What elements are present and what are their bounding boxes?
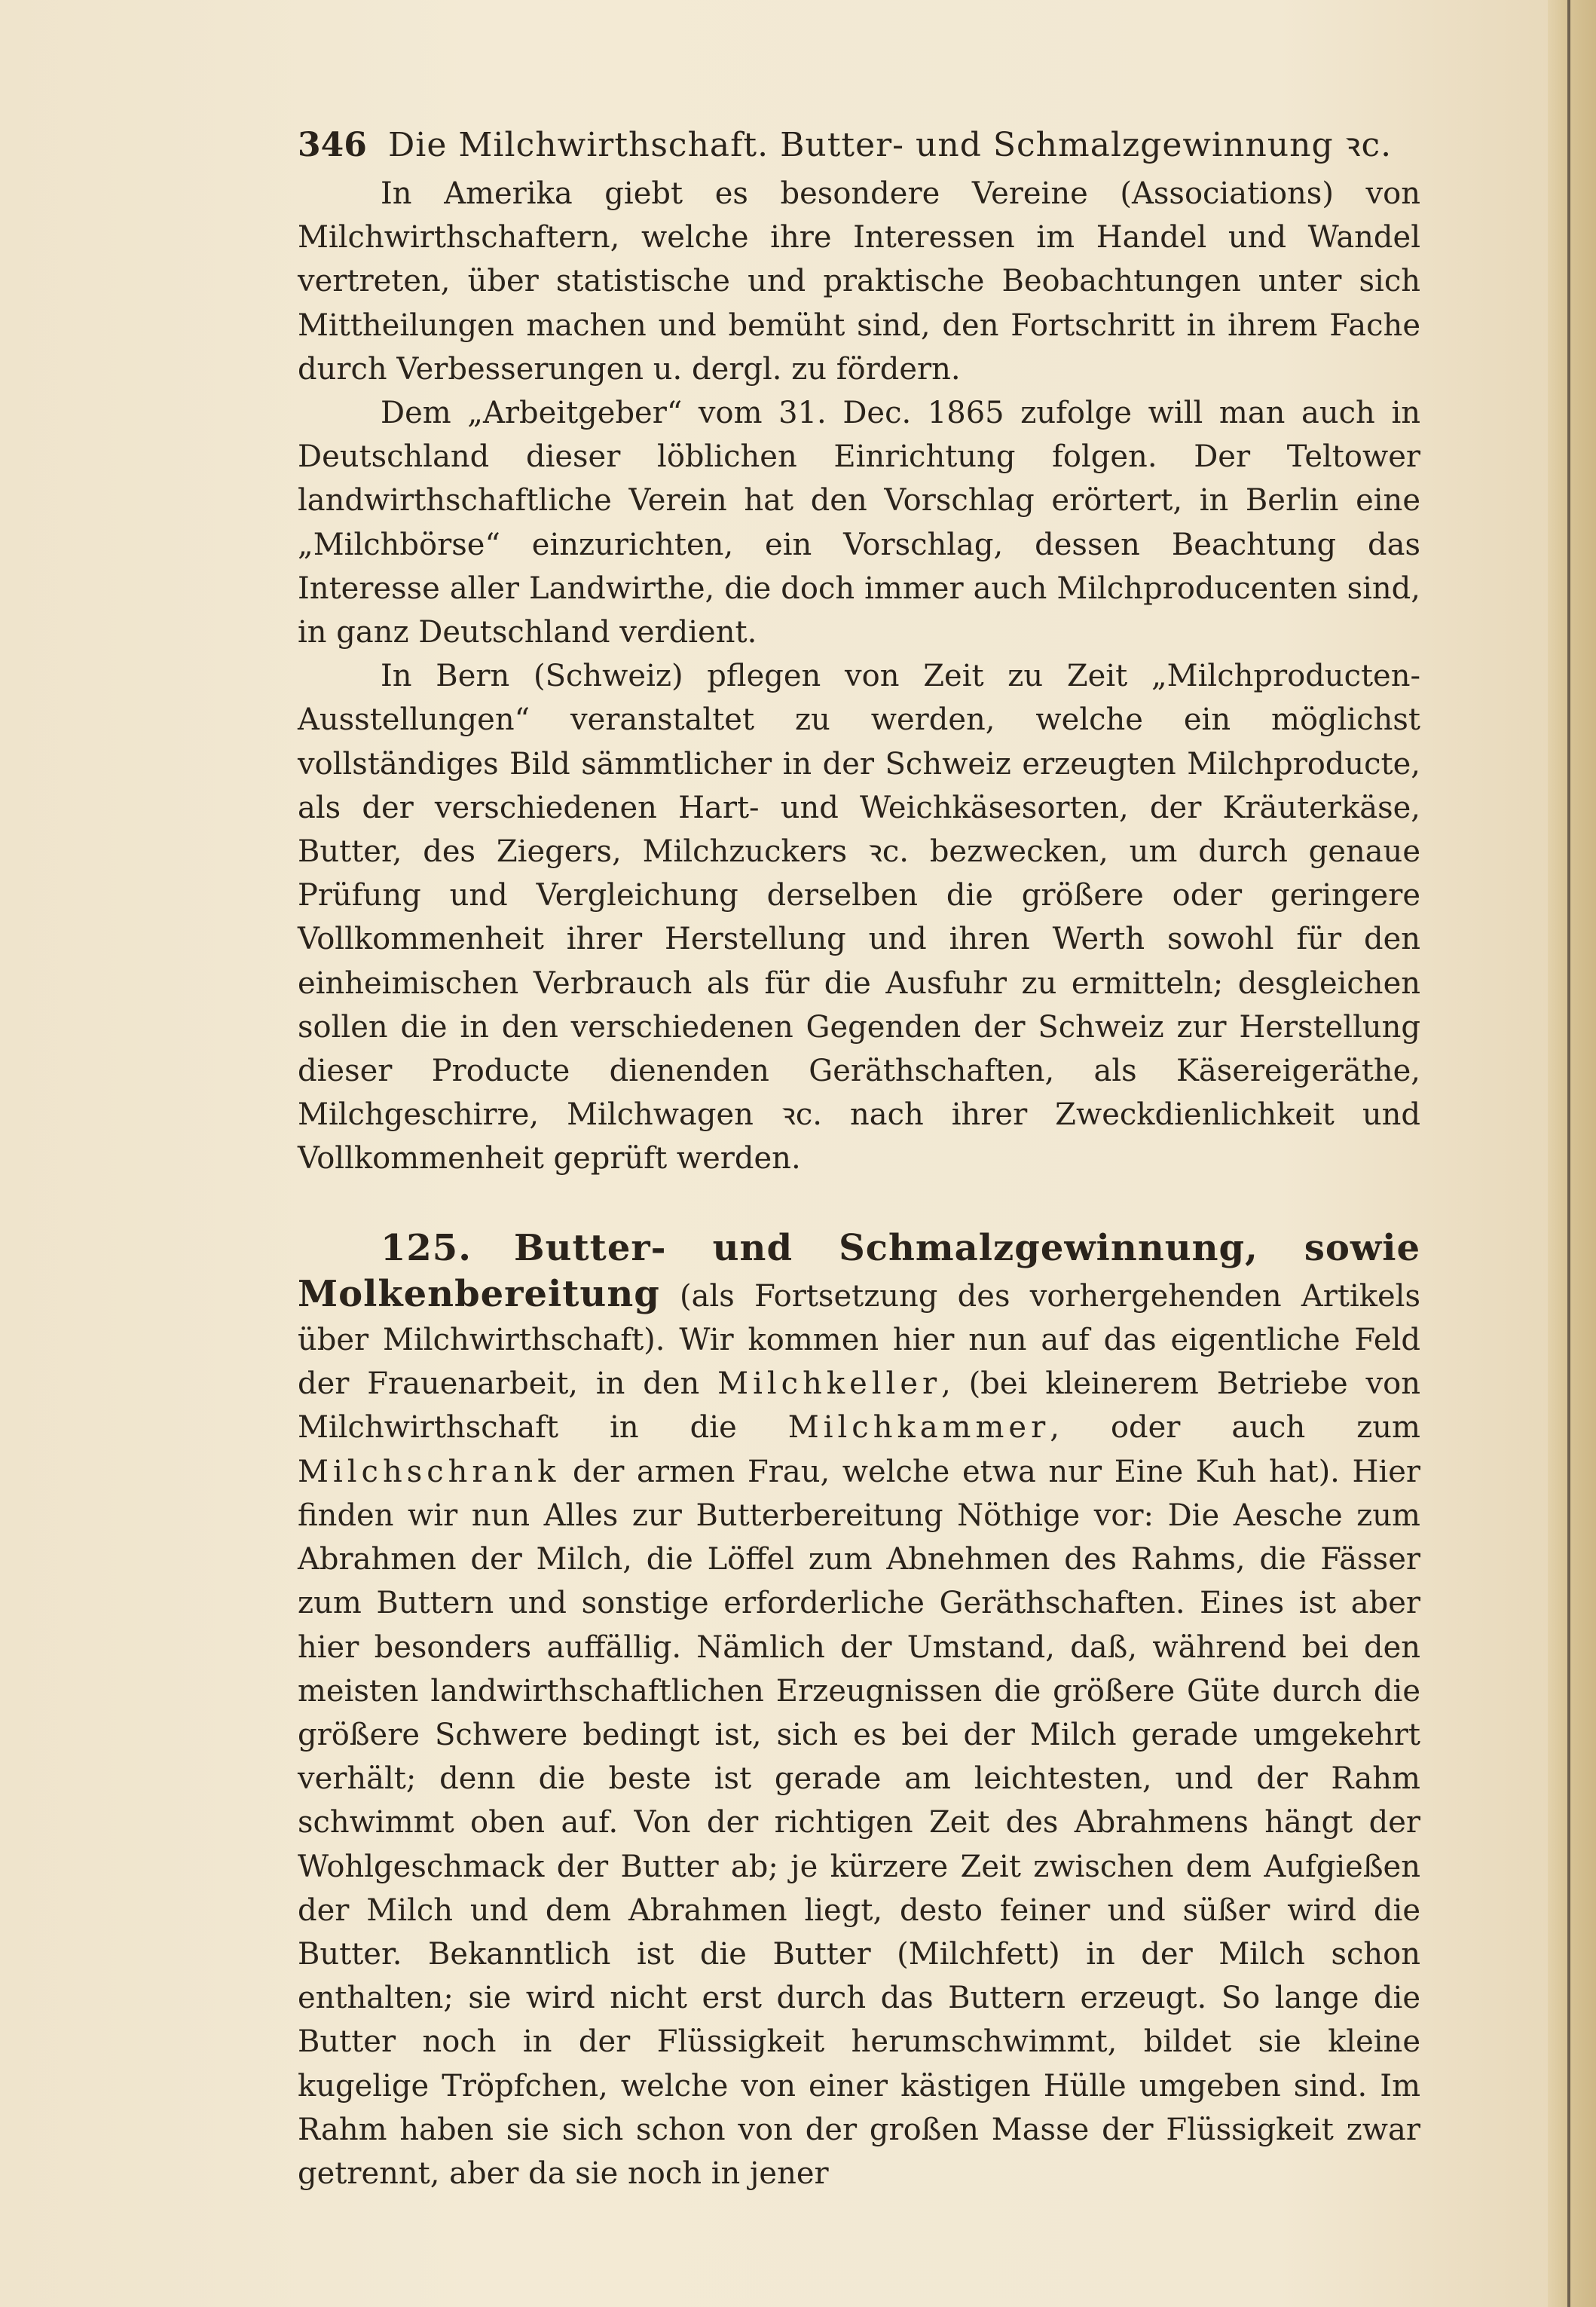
page-number: 346	[298, 126, 367, 164]
spaced-term: Milchschrank	[298, 1454, 561, 1489]
page-edge	[1548, 0, 1596, 2307]
paragraph: In Bern (Schweiz) pflegen von Zeit zu Zeit „Milchproducten-Ausstellungen“ veranstaltet zu werden, welche ein möglichst vollständiges Bild sämmtlicher in der Schweiz erzeugten Milchproducte, als der verschiedenen Hart- und Weichkäsesorten, der Kräuterkäse, Butter, des Ziegers, Milchzuckers ꝛc. bezwecken, um durch genaue Prüfung und Vergleichung derselben die größere oder geringere Vollkommenheit ihrer Herstellung und ihren Werth sowohl für den einheimischen Verbrauch als für die Ausfuhr zu ermitteln; desgleichen sollen die in den verschiedenen Gegenden der Schweiz zur Herstellung dieser Producte dienenden Geräthschaften, als Käsereigeräthe, Milchgeschirre, Milchwagen ꝛc. nach ihrer Zweckdienlichkeit und Vollkommenheit geprüft werden.	[298, 659, 1420, 1176]
paragraph: Dem „Arbeitgeber“ vom 31. Dec. 1865 zufolge will man auch in Deutschland dieser löblichen Einrichtung folgen. Der Teltower landwirthschaftliche Verein hat den Vorschlag erörtert, in Berlin eine „Milchbörse“ einzurichten, ein Vorschlag, dessen Beachtung das Interesse aller Landwirthe, die doch immer auch Milchproducenten sind, in ganz Deutschland verdient.	[298, 396, 1420, 650]
running-title: Die Milchwirthschaft. Butter- und Schmalzgewinnung ꝛc.	[388, 126, 1393, 164]
paragraph: In Amerika giebt es besondere Vereine (Associations) von Milchwirthschaftern, welche ihre Interessen im Handel und Wandel vertreten, über statistische und praktische Beobachtungen unter sich Mittheilungen machen und bemüht sind, den Fortschritt in ihrem Fache durch Verbesserungen u. dergl. zu fördern.	[298, 176, 1420, 387]
section-text: der armen Frau, welche etwa nur Eine Kuh hat). Hier finden wir nun Alles zur Butterbereitung Nöthige vor: Die Aesche zum Abrahmen der Milch, die Löffel zum Abnehmen des Rahms, die Fässer zum Buttern und sonstige erforderliche Geräthschaften. Eines ist aber hier besonders auffällig. Nämlich der Umstand, daß, während bei den meisten landwirthschaftlichen Erzeugnissen die größere Güte durch die größere Schwere bedingt ist, sich es bei der Milch gerade umgekehrt verhält; denn die beste ist gerade am leichtesten, und der Rahm schwimmt oben auf. Von der richtigen Zeit des Abrahmens hängt der Wohlgeschmack der Butter ab; je kürzere Zeit zwischen dem Aufgießen der Milch und dem Abrahmen liegt, desto feiner und süßer wird die Butter. Bekanntlich ist die Butter (Milchfett) in der Milch schon enthalten; sie wird nicht erst durch das Buttern erzeugt. So lange die Butter noch in der Flüssigkeit herumschwimmt, bildet sie kleine kugelige Tröpfchen, welche von einer kästigen Hülle umgeben sind. Im Rahm haben sie sich schon von der großen Masse der Flüssigkeit zwar getrennt, aber da sie noch in jener	[298, 1454, 1420, 2191]
section-text: (als Fortsetzung des vorhergehenden Artikels über Milchwirthschaft). Wir kommen hier nun auf das eigentliche Feld der Frauenarbeit, in den	[298, 1278, 1420, 1402]
page-header	[298, 121, 1420, 166]
spaced-term: Milchkeller	[717, 1366, 942, 1402]
spaced-term: Milchkammer	[787, 1410, 1050, 1446]
section-text: , oder auch zum	[1050, 1410, 1420, 1446]
text-block	[298, 121, 1420, 2195]
section-paragraph	[298, 1226, 1420, 2195]
section-title: Butter- und Schmalzgewinnung, sowie Molkenbereitung	[298, 1226, 1420, 1315]
page-edge-line	[1567, 0, 1570, 2307]
section-text: , (bei kleinerem Betriebe von Milchwirthschaft in die	[298, 1366, 1420, 1446]
section-number: 125.	[381, 1226, 472, 1269]
